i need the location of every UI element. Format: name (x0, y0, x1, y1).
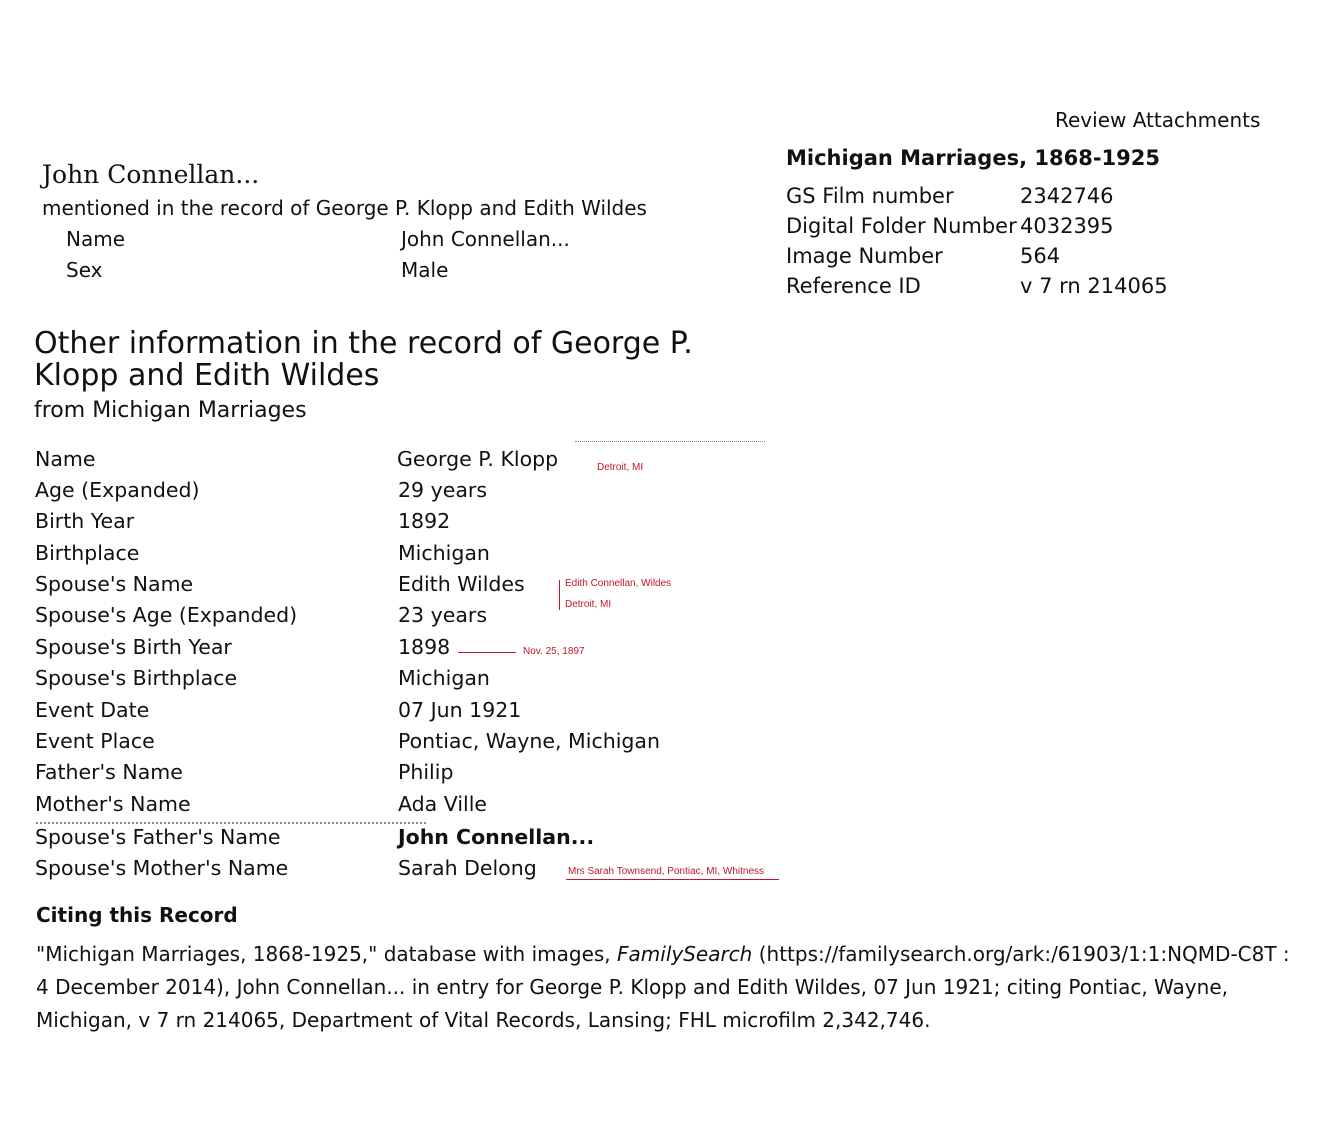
field-value-spouse-mother-name: Sarah Delong (398, 856, 537, 880)
source-value-reference-id: v 7 rn 214065 (1020, 274, 1168, 298)
source-value-image-number: 564 (1020, 244, 1061, 268)
annotation-mother-note: Mrs Sarah Townsend, Pontiac, MI, Whitness (568, 866, 765, 877)
source-label-gs-film: GS Film number (786, 184, 954, 208)
annotation-name-note: Detroit, MI (597, 462, 644, 473)
field-label-spouse-birthplace: Spouse's Birthplace (35, 666, 238, 690)
field-value-event-place: Pontiac, Wayne, Michigan (398, 729, 660, 753)
field-value-mother-name: Ada Ville (398, 792, 488, 816)
person-field-value-sex: Male (401, 258, 449, 282)
field-value-spouse-age: 23 years (398, 603, 488, 627)
scan-artifact (36, 822, 426, 824)
other-info-subtitle: from Michigan Marriages (34, 398, 307, 423)
person-field-label-sex: Sex (66, 258, 103, 282)
field-label-age: Age (Expanded) (35, 478, 200, 502)
annotation-underline (458, 652, 516, 653)
mentioned-in-record-text: mentioned in the record of George P. Klopp and Edith Wildes (42, 196, 647, 220)
source-collection-title: Michigan Marriages, 1868-1925 (786, 146, 1160, 170)
field-label-event-date: Event Date (35, 698, 150, 722)
annotation-underline (566, 879, 779, 880)
source-value-digital-folder: 4032395 (1020, 214, 1114, 238)
source-value-gs-film: 2342746 (1020, 184, 1114, 208)
field-value-spouse-birthplace: Michigan (398, 666, 490, 690)
person-name-heading: John Connellan... (42, 160, 260, 189)
citation-site-name: FamilySearch (617, 942, 753, 966)
field-label-father-name: Father's Name (35, 760, 183, 784)
source-label-image-number: Image Number (786, 244, 943, 268)
field-value-spouse-birth-year: 1898 (398, 635, 451, 659)
field-label-spouse-age: Spouse's Age (Expanded) (35, 603, 298, 627)
field-value-event-date: 07 Jun 1921 (398, 698, 522, 722)
field-value-birthplace: Michigan (398, 541, 490, 565)
citation-part-2[interactable]: (https://familysearch.org/ark:/61903/1:1:NQMD-C8T : 4 December 2014), John Connellan... in entry for George P. Klopp and Edith Wildes, 07 Jun 1921; citing Pontiac, Wayne, Michigan, v 7 rn 214065, Department of Vital Records, Lansing; FHL microfilm 2,342,746. (36, 942, 1290, 1032)
annotation-spouse-note-1: Edith Connellan, Wildes (565, 578, 672, 589)
field-label-spouse-father-name: Spouse's Father's Name (35, 825, 281, 849)
field-value-father-name: Philip (398, 760, 454, 784)
source-label-reference-id: Reference ID (786, 274, 921, 298)
field-label-event-place: Event Place (35, 729, 155, 753)
field-label-birth-year: Birth Year (35, 509, 135, 533)
annotation-bracket (559, 580, 560, 610)
review-attachments-link[interactable]: Review Attachments (1055, 108, 1261, 132)
field-value-spouse-father-name: John Connellan... (398, 825, 595, 849)
annotation-spouse-note-2: Detroit, MI (565, 599, 612, 610)
scan-artifact (575, 441, 765, 442)
citation-heading: Citing this Record (36, 903, 238, 927)
field-value-age: 29 years (398, 478, 488, 502)
field-label-birthplace: Birthplace (35, 541, 140, 565)
other-info-heading: Other information in the record of George P. Klopp and Edith Wildes (34, 326, 693, 393)
citation-part-1: "Michigan Marriages, 1868-1925," database with images, (36, 942, 618, 966)
field-value-spouse-name: Edith Wildes (398, 572, 525, 596)
field-label-spouse-birth-year: Spouse's Birth Year (35, 635, 232, 659)
field-value-birth-year: 1892 (398, 509, 451, 533)
field-label-name: Name (35, 447, 96, 471)
annotation-birth-year-note: Nov. 25, 1897 (523, 646, 585, 657)
field-label-spouse-mother-name: Spouse's Mother's Name (35, 856, 289, 880)
field-value-name: George P. Klopp (397, 447, 559, 471)
field-label-mother-name: Mother's Name (35, 792, 191, 816)
person-field-value-name: John Connellan... (401, 227, 570, 251)
person-field-label-name: Name (66, 227, 126, 251)
citation-text (36, 938, 1296, 1037)
source-label-digital-folder: Digital Folder Number (786, 214, 1017, 238)
field-label-spouse-name: Spouse's Name (35, 572, 194, 596)
